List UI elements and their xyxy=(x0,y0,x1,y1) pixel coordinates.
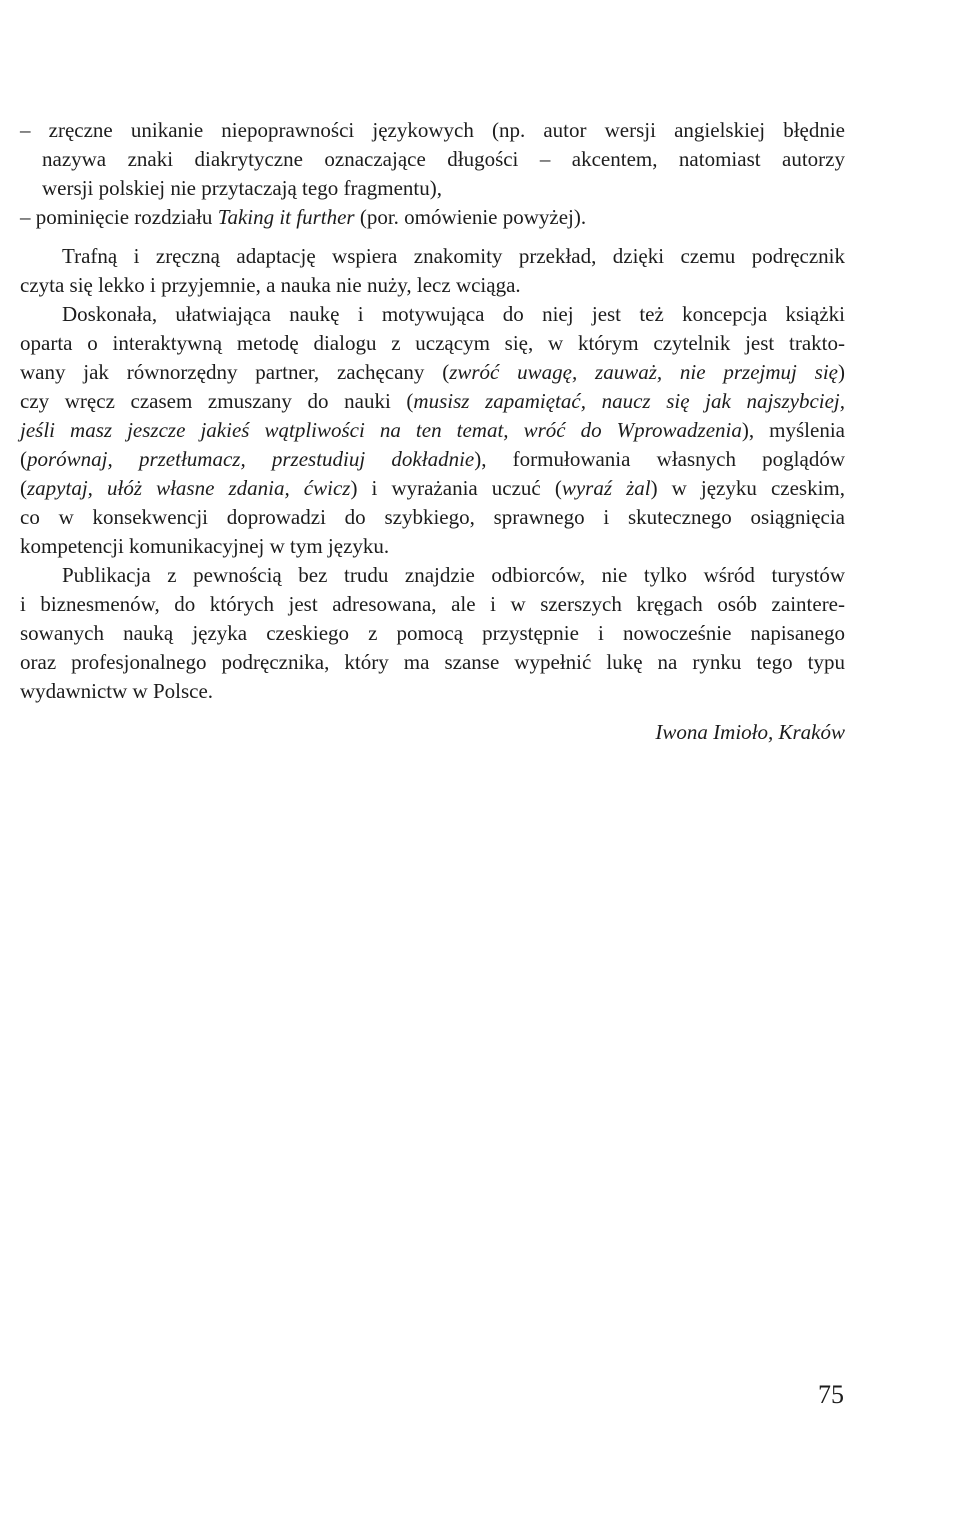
document-body xyxy=(20,116,845,745)
text-line: Doskonała, ułatwiająca naukę i motywująca do niej jest też koncepcja książki xyxy=(62,302,845,326)
italic-text: jeśli masz jeszcze jakieś wątpliwości na ten temat, wróć do Wprowadzenia xyxy=(20,418,742,442)
text-line: Publikacja z pewnością bez trudu znajdzie odbiorców, nie tylko wśród turystów xyxy=(62,563,845,587)
text-line: oparta o interaktywną metodę dialogu z uczącym się, w którym czytelnik jest trakto- xyxy=(20,331,845,355)
text-line: – zręczne unikanie niepoprawności językowych (np. autor wersji angielskiej błędnie xyxy=(20,118,845,142)
text-line: wany jak równorzędny partner, zachęcany (zwróć uwagę, zauważ, nie przejmuj się) xyxy=(20,360,845,384)
italic-text: zapytaj, ułóż własne zdania, ćwicz xyxy=(27,476,351,500)
italic-text: porównaj, przetłumacz, przestudiuj dokładnie xyxy=(27,447,475,471)
text-line: czyta się lekko i przyjemnie, a nauka nie nuży, lecz wciąga. xyxy=(20,273,521,297)
text-line: czy wręcz czasem zmuszany do nauki (musisz zapamiętać, naucz się jak najszybciej, xyxy=(20,389,845,413)
text-line: Trafną i zręczną adaptację wspiera znakomity przekład, dzięki czemu podręcznik xyxy=(62,244,845,268)
text-line: kompetencji komunikacyjnej w tym języku. xyxy=(20,534,390,558)
signature: Iwona Imioło, Kraków xyxy=(655,720,845,744)
text-line: (zapytaj, ułóż własne zdania, ćwicz) i wyrażania uczuć (wyraź żal) w języku czeskim, xyxy=(20,476,846,500)
text-line: jeśli masz jeszcze jakieś wątpliwości na ten temat, wróć do Wprowadzenia), myślenia xyxy=(20,418,845,442)
text-line: i biznesmenów, do których jest adresowana, ale i w szerszych kręgach osób zaintere- xyxy=(20,592,845,616)
text-line: sowanych nauką języka czeskiego z pomocą przystępnie i nowocześnie napisanego xyxy=(20,621,845,645)
page-number: 75 xyxy=(818,1380,844,1409)
text-line: wydawnictw w Polsce. xyxy=(20,679,214,703)
text-line: nazywa znaki diakrytyczne oznaczające długości – akcentem, natomiast autorzy xyxy=(42,147,845,171)
italic-text: wyraź żal xyxy=(561,476,651,500)
text-line: – pominięcie rozdziału Taking it further (por. omówienie powyżej). xyxy=(20,205,587,229)
text-line: wersji polskiej nie przytaczają tego fragmentu), xyxy=(42,176,443,200)
italic-text: musisz zapamiętać, naucz się jak najszybciej, xyxy=(413,389,845,413)
italic-text: Taking it further xyxy=(217,205,355,229)
text-line: oraz profesjonalnego podręcznika, który ma szanse wypełnić lukę na rynku tego typu xyxy=(20,650,845,674)
text-line: (porównaj, przetłumacz, przestudiuj dokładnie), formułowania własnych poglądów xyxy=(20,447,845,471)
text-line: co w konsekwencji doprowadzi do szybkiego, sprawnego i skutecznego osiągnięcia xyxy=(20,505,845,529)
italic-text: zwróć uwagę, zauważ, nie przejmuj się xyxy=(449,360,838,384)
